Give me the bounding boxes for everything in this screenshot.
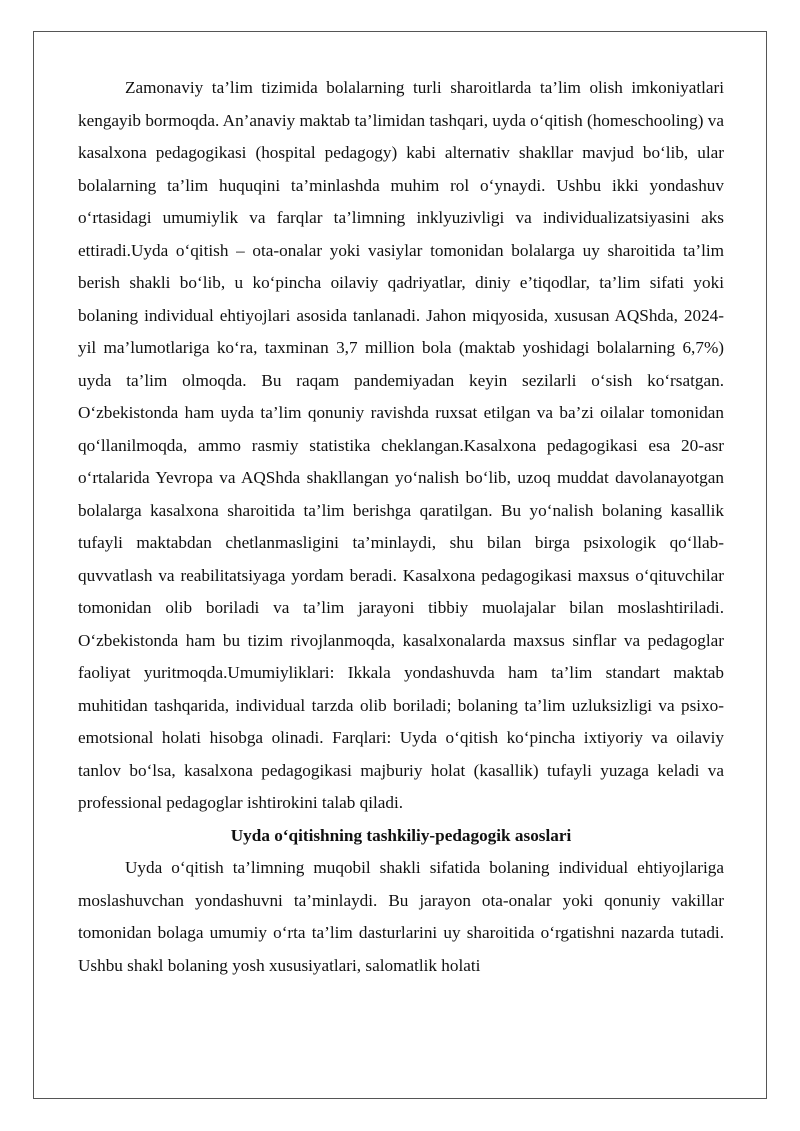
body-paragraph: Zamonaviy ta’lim tizimida bolalarning turli sharoitlarda ta’lim olish imkoniyatlari kengayib bormoqda. An’anaviy maktab ta’limidan tashqari, uyda o‘qitish (homeschooling) va kasalxona pedagogikasi (hospital pedagogy) kabi alternativ shakllar mavjud bo‘lib, ular bolalarning ta’lim huquqini ta’minlashda muhim rol o‘ynaydi. Ushbu ikki yondashuv o‘rtasidagi umumiylik va farqlar ta’limning inklyuzivligi va individualizatsiyasini aks ettiradi.Uyda o‘qitish – ota-onalar yoki vasiylar tomonidan bolalarga uy sharoitida ta’lim berish shakli bo‘lib, u ko‘pincha oilaviy qadriyatlar, diniy e’tiqodlar, ta’lim sifati yoki bolaning individual ehtiyojlari asosida tanlanadi. Jahon miqyosida, xususan AQShda, 2024-yil ma’lumotlariga ko‘ra, taxminan 3,7 million bola (maktab yoshidagi bolalarning 6,7%) uyda ta’lim olmoqda. Bu raqam pandemiyadan keyin sezilarli o‘sish ko‘rsatgan. O‘zbekistonda ham uyda ta’lim qonuniy ravishda ruxsat etilgan va ba’zi oilalar tomonidan qo‘llanilmoqda, ammo rasmiy statistika cheklangan.Kasalxona pedagogikasi esa 20-asr o‘rtalarida Yevropa va AQShda shakllangan yo‘nalish bo‘lib, uzoq muddat davolanayotgan bolalarga kasalxona sharoitida ta’lim berishga qaratilgan. Bu yo‘nalish bolaning kasallik tufayli maktabdan chetlanmasligini ta’minlaydi, shu bilan birga psixologik qo‘llab-quvvatlash va reabilitatsiyaga yordam beradi. Kasalxona pedagogikasi maxsus o‘qituvchilar tomonidan olib boriladi va ta’lim jarayoni tibbiy muolajalar bilan moslashtiriladi. O‘zbekistonda ham bu tizim rivojlanmoqda, kasalxonalarda maxsus sinflar va pedagoglar faoliyat yuritmoqda.Umumiyliklari: Ikkala yondashuvda ham ta’lim standart maktab muhitidan tashqarida, individual tarzda olib boriladi; bolaning ta’lim uzluksizligi va psixo-emotsional holati hisobga olinadi. Farqlari: Uyda o‘qitish ko‘pincha ixtiyoriy va oilaviy tanlov bo‘lsa, kasalxona pedagogikasi majburiy holat (kasallik) tufayli yuzaga keladi va professional pedagoglar ishtirokini talab qiladi. bbox=[78, 78, 724, 812]
section-heading: Uyda o‘qitishning tashkiliy-pedagogik asoslari bbox=[230, 825, 572, 845]
body-paragraph: Uyda o‘qitish ta’limning muqobil shakli sifatida bolaning individual ehtiyojlariga moslashuvchan yondashuvni ta’minlaydi. Bu jarayon ota-onalar yoki qonuniy vakillar tomonidan bolaga umumiy o‘rta ta’lim dasturlarini uy sharoitida o‘rgatishni nazarda tutadi. Ushbu shakl bolaning yosh xususiyatlari, salomatlik holati bbox=[78, 858, 724, 975]
document-body bbox=[78, 72, 724, 982]
